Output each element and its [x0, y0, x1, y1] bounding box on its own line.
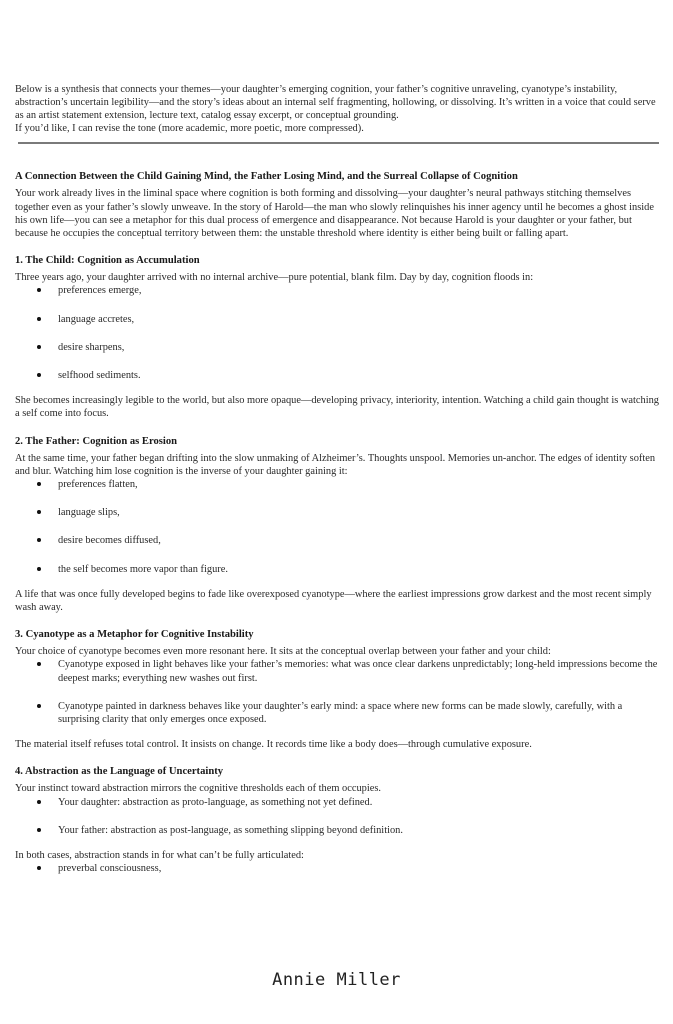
section-lead: Your instinct toward abstraction mirrors the cognitive thresholds each of them occupies. [15, 783, 381, 795]
bullet-icon [37, 345, 41, 349]
bullet-icon [37, 662, 41, 666]
bullet-icon [37, 288, 41, 292]
list-item [15, 534, 660, 547]
author-signature: Annie Miller [272, 970, 401, 990]
list-item [15, 563, 660, 576]
essay-opening: Your work already lives in the liminal space where cognition is both forming and dissolving—your daughter’s neural pathways stitching themselves together even as your father’s slowly unweave. In the story of Harold—the man who slowly relinquishes his inner agency until he becomes a ghost inside his own life—you can see a metaphor for this dual process of emergence and disappearance. Not because Harold is your daughter or your father, but because he occupies the conceptual territory between them: the unstable threshold where identity is either being built or falling apart. [15, 188, 654, 239]
list-item [15, 700, 660, 726]
bullet-list [15, 796, 660, 837]
list-item [15, 658, 660, 684]
list-item-text: the self becomes more vapor than figure. [58, 563, 228, 575]
list-item-text: language slips, [58, 507, 120, 519]
section-heading-father: 2. The Father: Cognition as Erosion [15, 435, 178, 447]
list-item [15, 313, 660, 326]
intro-block [15, 83, 660, 135]
bullet-icon [37, 317, 41, 321]
essay-title: A Connection Between the Child Gaining Mind, the Father Losing Mind, and the Surreal Collapse of Cognition [15, 171, 518, 183]
list-item [15, 506, 660, 519]
section-closing: In both cases, abstraction stands in for what can’t be fully articulated: [15, 850, 304, 862]
list-item [15, 369, 660, 382]
list-item-text: language accretes, [58, 313, 135, 325]
list-item-text: preverbal consciousness, [58, 863, 162, 875]
intro-paragraph: Below is a synthesis that connects your themes—your daughter’s emerging cognition, your father’s cognitive unraveling, cyanotype’s instability, abstraction’s uncertain legibility—and the story’s ideas about an internal self fragmenting, hollowing, or dissolving. It’s written in a voice that could serve as an artist statement extension, lecture text, catalog essay excerpt, or conceptual grounding. [15, 84, 656, 122]
bullet-list [15, 862, 660, 875]
section-lead: Your choice of cyanotype becomes even more resonant here. It sits at the conceptual overlap between your father and your child: [15, 646, 551, 658]
document-page [15, 83, 660, 875]
list-item-text: selfhood sediments. [58, 370, 141, 381]
list-item-text: desire sharpens, [58, 341, 125, 353]
bullet-icon [37, 866, 41, 870]
list-item-text: preferences flatten, [58, 479, 138, 491]
bullet-icon [37, 828, 41, 832]
list-item [15, 341, 660, 354]
list-item [15, 796, 660, 809]
intro-offer: If you’d like, I can revise the tone (more academic, more poetic, more compressed). [15, 123, 364, 135]
section-lead: Three years ago, your daughter arrived with no internal archive—pure potential, blank film. Day by day, cognition floods in: [15, 272, 534, 284]
section-heading-abstraction: 4. Abstraction as the Language of Uncertainty [15, 766, 224, 778]
list-item-text: preferences emerge, [58, 285, 142, 297]
bullet-icon [37, 373, 41, 377]
bullet-icon [37, 510, 41, 514]
section-heading-child: 1. The Child: Cognition as Accumulation [15, 255, 200, 267]
horizontal-divider [18, 142, 659, 144]
section-closing: She becomes increasingly legible to the world, but also more opaque—developing privacy, interiority, intention. Watching a child gain thought is watching a self come into focus. [15, 395, 659, 420]
bullet-list [15, 284, 660, 382]
list-item-text: Your daughter: abstraction as proto-language, as something not yet defined. [58, 796, 373, 808]
bullet-icon [37, 482, 41, 486]
section-lead: At the same time, your father began drifting into the slow unmaking of Alzheimer’s. Thoughts unspool. Memories un-anchor. The edges of identity soften and blur. Watching him lose cognition is the inverse of your daughter gaining it: [15, 452, 656, 477]
bullet-list [15, 478, 660, 576]
bullet-icon [37, 800, 41, 804]
list-item-text: Cyanotype exposed in light behaves like your father’s memories: what was once clear darkens unpredictably; long-held impressions become the deepest marks; everything new washes out first. [58, 659, 658, 684]
list-item [15, 478, 660, 491]
list-item-text: Cyanotype painted in darkness behaves like your daughter’s early mind: a space where new forms can be made slowly, carefully, with a surprising clarity that only emerges once exposed. [58, 700, 623, 726]
list-item-text: desire becomes diffused, [58, 535, 161, 547]
section-closing: A life that was once fully developed begins to fade like overexposed cyanotype—where the earliest impressions grow darkest and the most recent simply wash away. [15, 588, 652, 614]
list-item-text: Your father: abstraction as post-language, as something slipping beyond definition. [58, 824, 403, 836]
bullet-list [15, 658, 660, 726]
bullet-icon [37, 567, 41, 571]
bullet-icon [37, 704, 41, 708]
list-item [15, 862, 660, 875]
section-heading-cyanotype: 3. Cyanotype as a Metaphor for Cognitive Instability [15, 629, 254, 641]
section-closing: The material itself refuses total control. It insists on change. It records time like a body does—through cumulative exposure. [15, 739, 532, 751]
list-item [15, 824, 660, 837]
bullet-icon [37, 538, 41, 542]
list-item [15, 284, 660, 297]
